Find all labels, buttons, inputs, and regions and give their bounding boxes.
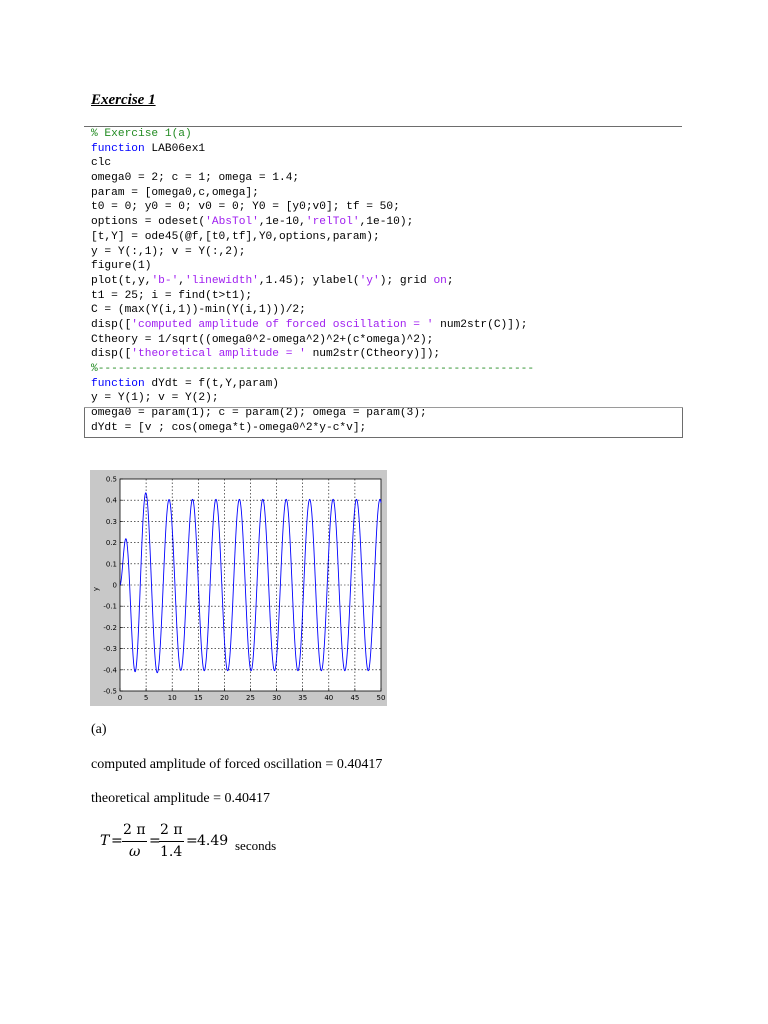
- code-token: LAB06ex1: [144, 142, 206, 155]
- response-plot: [90, 470, 387, 706]
- code-line: [91, 318, 534, 333]
- x-tick-label: 30: [272, 694, 282, 702]
- code-line: [91, 215, 534, 230]
- computed-amplitude-text: computed amplitude of forced oscillation = 0.40417: [91, 757, 383, 772]
- code-token: ;: [446, 274, 454, 287]
- y-tick-label: 0.3: [105, 517, 117, 526]
- code-token: 'AbsTol': [205, 216, 259, 229]
- code-line: [91, 333, 534, 348]
- code-token: 'linewidth': [185, 274, 259, 287]
- formula-frac1-bar: [122, 841, 147, 842]
- formula-frac2-denominator: 1.4: [160, 844, 183, 860]
- x-tick-label: 15: [193, 694, 203, 702]
- code-listing: [91, 127, 534, 435]
- code-token: [t,Y] = ode45(@f,[t0,tf],Y0,options,param);: [91, 230, 380, 243]
- code-token: %-----------------------------------------------------------------: [91, 363, 535, 375]
- code-token: on: [433, 274, 447, 287]
- y-tick-label: -0.2: [103, 623, 117, 632]
- code-token: C = (max(Y(i,1))-min(Y(i,1)))/2;: [91, 304, 306, 317]
- code-token: ,: [178, 274, 186, 287]
- code-token: param = [omega0,c,omega];: [91, 186, 259, 199]
- y-tick-label: 0.2: [105, 539, 117, 548]
- code-token: % Exercise 1(a): [91, 128, 192, 140]
- code-token: ); grid: [379, 274, 434, 287]
- code-token: t1 = 25; i = find(t>t1);: [91, 289, 253, 302]
- x-tick-label: 45: [350, 694, 360, 702]
- code-token: num2str(Ctheory)]);: [305, 348, 441, 361]
- formula-unit: seconds: [235, 838, 277, 853]
- code-token: t0 = 0; y0 = 0; v0 = 0; Y0 = [y0;v0]; tf = 50;: [91, 201, 400, 214]
- code-token: num2str(C)]);: [433, 318, 528, 331]
- formula-result: 4.49: [197, 833, 229, 849]
- code-line: [91, 245, 534, 260]
- y-tick-label: 0.5: [105, 475, 117, 484]
- code-token: y = Y(:,1); v = Y(:,2);: [91, 245, 246, 258]
- y-tick-label: -0.5: [103, 687, 117, 696]
- code-line: [91, 391, 534, 406]
- code-token: dYdt = f(t,Y,param): [144, 377, 279, 390]
- y-tick-label: -0.1: [103, 602, 117, 611]
- code-line: [91, 171, 534, 186]
- code-line: [91, 200, 534, 215]
- code-token: Ctheory = 1/sqrt((omega0^2-omega^2)^2+(c*omega)^2);: [91, 333, 434, 346]
- code-line: [91, 127, 534, 142]
- code-line: [91, 230, 534, 245]
- x-tick-label: 5: [143, 694, 149, 702]
- x-tick-label: 0: [117, 694, 123, 702]
- formula-frac2-bar: [159, 841, 184, 842]
- theoretical-amplitude-text: theoretical amplitude = 0.40417: [91, 791, 270, 806]
- x-tick-label: 25: [246, 694, 255, 702]
- y-tick-label: -0.3: [103, 645, 117, 654]
- code-line: [91, 156, 534, 171]
- code-token: omega0 = param(1); c = param(2); omega = param(3);: [91, 407, 427, 420]
- code-token: figure(1): [91, 260, 152, 273]
- x-tick-label: 40: [324, 694, 334, 702]
- code-token: function: [91, 142, 145, 155]
- code-token: ,1.45); ylabel(: [258, 274, 360, 287]
- code-line: [91, 377, 534, 392]
- code-token: disp([: [91, 318, 132, 331]
- plot-figure: [90, 470, 387, 706]
- formula-equals-3: =: [186, 833, 198, 849]
- code-token: y = Y(1); v = Y(2);: [91, 392, 219, 405]
- formula-equals-1: =: [111, 833, 123, 849]
- code-token: ,1e-10,: [258, 216, 306, 229]
- formula-lhs: T: [100, 833, 110, 849]
- code-token: ,1e-10);: [359, 216, 414, 229]
- code-line: [91, 303, 534, 318]
- code-token: plot(t,y,: [91, 274, 152, 287]
- code-line: [91, 362, 534, 377]
- code-token: 'relTol': [305, 216, 360, 229]
- y-tick-label: 0.1: [105, 560, 117, 569]
- code-token: 'y': [359, 274, 380, 287]
- exercise-heading: Exercise 1: [91, 92, 156, 108]
- formula-frac1-denominator: ω: [129, 844, 141, 860]
- code-line: [91, 274, 534, 289]
- code-line: [91, 259, 534, 274]
- y-tick-label: 0.4: [105, 496, 117, 505]
- x-tick-label: 20: [219, 694, 229, 702]
- x-tick-label: 50: [376, 694, 386, 702]
- code-line: [91, 347, 534, 362]
- code-token: clc: [91, 157, 112, 170]
- code-token: 'b-': [151, 274, 179, 287]
- code-token: function: [91, 377, 145, 390]
- code-token: 'theoretical amplitude = ': [131, 348, 306, 361]
- x-tick-label: 10: [167, 694, 177, 702]
- code-token: omega0 = 2; c = 1; omega = 1.4;: [91, 172, 300, 185]
- code-token: disp([: [91, 348, 132, 361]
- code-line: [91, 186, 534, 201]
- part-label: (a): [91, 722, 107, 737]
- code-box-border: [84, 407, 683, 438]
- y-axis-label: y: [92, 586, 100, 592]
- code-line: [91, 289, 534, 304]
- x-tick-label: 35: [298, 694, 308, 702]
- code-token: dYdt = [v ; cos(omega*t)-omega0^2*y-c*v];: [91, 421, 367, 434]
- y-tick-label: 0: [112, 581, 117, 590]
- code-line: [91, 142, 534, 157]
- formula-frac2-numerator: 2 π: [160, 822, 183, 838]
- formula-equals-2: =: [149, 833, 161, 849]
- formula-frac1-numerator: 2 π: [123, 822, 146, 838]
- y-tick-label: -0.4: [103, 666, 117, 675]
- code-token: options = odeset(: [91, 216, 206, 229]
- code-token: 'computed amplitude of forced oscillation = ': [131, 318, 434, 331]
